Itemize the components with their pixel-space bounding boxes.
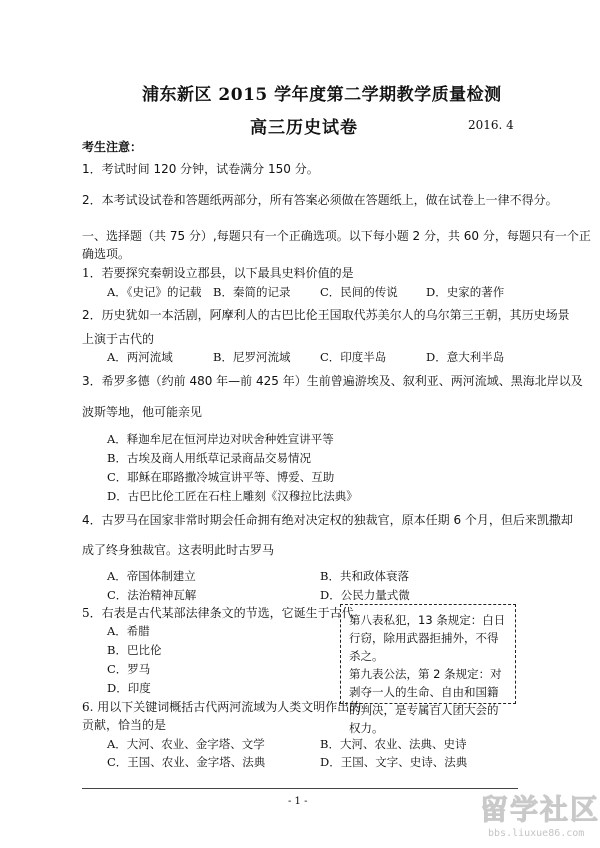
question-1-option-c: C．民间的传说 <box>320 285 398 299</box>
question-1-option-a: A．《史记》的记载 <box>107 285 202 299</box>
notice-item-1: 1．考试时间 120 分钟，试卷满分 150 分。 <box>82 162 319 176</box>
question-4-option-c: C．法治精神瓦解 <box>107 588 197 602</box>
question-4-stem-line1: 4．古罗马在国家非常时期会任命拥有绝对决定权的独裁官，原本任期 6 个月，但后来凯撒却 <box>82 513 573 527</box>
question-4-option-d: D．公民力量式微 <box>320 588 410 602</box>
question-2-option-d: D．意大利半岛 <box>426 350 505 364</box>
footer-divider <box>82 788 518 789</box>
question-6-option-c: C．王国、农业、金字塔、法典 <box>107 755 266 769</box>
question-5-stem: 5．右表是古代某部法律条文的节选，它诞生于古代 <box>82 606 354 620</box>
law-excerpt-table-8: 第八表私犯，13 条规定：白日行窃，除用武器拒捕外，不得杀之。 <box>349 613 506 663</box>
question-6-stem-line2: 贡献，恰当的是 <box>82 718 167 732</box>
question-1-option-d: D．史家的著作 <box>426 285 505 299</box>
notice-item-2: 2．本考试设试卷和答题纸两部分，所有答案必须做在答题纸上，做在试卷上一律不得分。 <box>82 193 558 207</box>
question-2-stem-line1: 2．历史犹如一本活剧，阿摩利人的古巴比伦王国取代苏美尔人的乌尔第三王朝，其历史场景 <box>82 308 570 322</box>
exam-subtitle: 高三历史试卷 <box>250 118 358 138</box>
question-3-option-a: A．释迦牟尼在恒河岸边对吠舍种姓宣讲平等 <box>107 432 334 446</box>
law-excerpt-box <box>340 604 516 735</box>
question-4-stem-line2: 成了终身独裁官。这表明此时古罗马 <box>82 543 275 557</box>
question-3-option-d: D．古巴比伦工匠在石柱上雕刻《汉穆拉比法典》 <box>107 489 358 503</box>
watermark <box>478 788 600 848</box>
question-2-option-b: B．尼罗河流域 <box>213 350 291 364</box>
law-excerpt-table-9: 第九表公法，第 2 条规定：对剥夺一人的生命、自由和国籍的判决，是专属百人团大会的权力。 <box>349 667 502 735</box>
question-6-option-b: B．大河、农业、法典、史诗 <box>320 737 467 751</box>
question-5-option-c: C．罗马 <box>107 662 151 676</box>
question-3-option-b: B．古埃及商人用纸草记录商品交易情况 <box>107 451 311 465</box>
question-1-option-b: B．秦简的记录 <box>213 285 291 299</box>
notice-heading: 考生注意： <box>82 140 143 154</box>
question-6-option-a: A．大河、农业、金字塔、文学 <box>107 737 265 751</box>
watermark-logo: 留学社区 <box>480 793 600 826</box>
question-4-option-a: A．帝国体制建立 <box>107 569 196 583</box>
watermark-url: bbs.liuxue86.com <box>488 828 585 839</box>
question-5-option-b: B．巴比伦 <box>107 643 162 657</box>
exam-title: 浦东新区 2015 学年度第二学期教学质量检测 <box>142 85 502 105</box>
question-6-stem-line1: 6. 用以下关键词概括古代两河流域为人类文明作出的 <box>82 700 362 714</box>
question-1-stem: 1．若要探究秦朝设立郡县，以下最具史料价值的是 <box>82 266 354 280</box>
question-3-stem-line1: 3．希罗多德（约前 480 年—前 425 年）生前曾遍游埃及、叙利亚、两河流域、黑海北岸以及 <box>82 374 583 388</box>
question-4-option-b: B．共和政体衰落 <box>320 569 409 583</box>
question-2-stem-line2: 上演于古代的 <box>82 332 155 346</box>
question-3-option-c: C．耶稣在耶路撒冷城宣讲平等、博爱、互助 <box>107 470 335 484</box>
question-3-stem-line2: 波斯等地，他可能亲见 <box>82 405 203 419</box>
section-instruction-line2: 确选项。 <box>82 247 131 261</box>
section-instruction-line1: 一、选择题（共 75 分）,每题只有一个正确选项。以下每小题 2 分，共 60 分，每题只有一个正 <box>82 229 591 243</box>
question-5-option-a: A．希腊 <box>107 624 150 638</box>
page-number: - 1 - <box>288 796 308 807</box>
exam-date: 2016. 4 <box>468 118 514 132</box>
question-5-option-d: D．印度 <box>107 681 151 695</box>
question-2-option-a: A．两河流域 <box>107 350 173 364</box>
question-2-option-c: C．印度半岛 <box>320 350 387 364</box>
question-6-option-d: D．王国、文字、史诗、法典 <box>320 755 468 769</box>
